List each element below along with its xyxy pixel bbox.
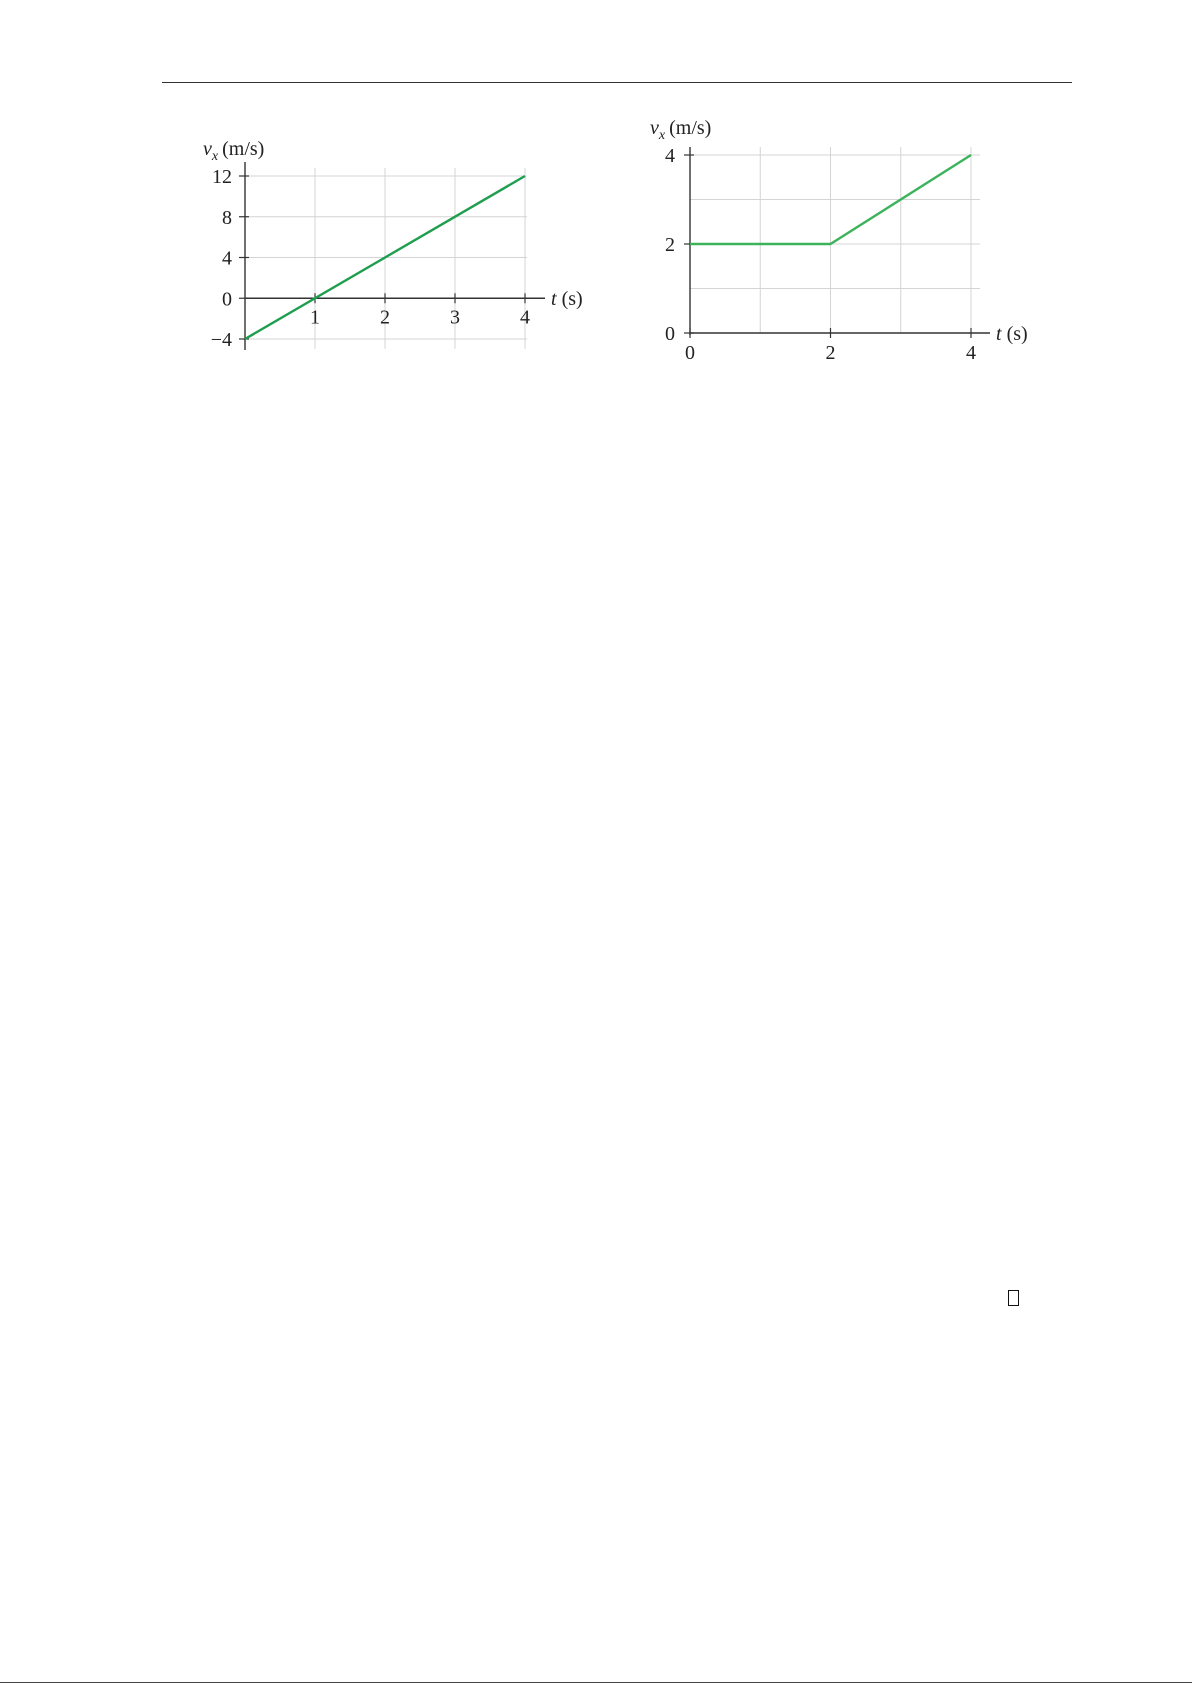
left-y-tick-label: 12	[212, 166, 232, 188]
right-y-axis-title: $v_x$ (m/s)	[650, 117, 712, 143]
left-x-tick-label: 4	[520, 306, 530, 329]
left-y-tick-label: 4	[222, 247, 232, 270]
right-x-tick-label: 2	[825, 342, 836, 364]
right-y-tick-label: 4	[665, 145, 675, 167]
left-y-tick-label: 8	[222, 206, 232, 229]
left-y-tick-label: 0	[222, 288, 232, 311]
left-y-tick-label: −4	[210, 329, 232, 351]
page-marker-box	[1008, 1290, 1019, 1306]
right-y-tick-label: 2	[665, 234, 675, 256]
left-x-tick-label: 2	[380, 306, 390, 329]
right-x-tick-label: 0	[685, 342, 695, 364]
left-x-axis-title: t (s)	[551, 288, 583, 310]
left-x-tick-label: 3	[450, 306, 460, 329]
footer-rule	[0, 1682, 1192, 1683]
right-x-axis-title: t (s)	[996, 323, 1028, 345]
right-x-tick-label: 4	[966, 342, 976, 364]
left-x-tick-label: 1	[310, 306, 320, 329]
right-y-tick-label: 0	[665, 323, 675, 345]
chart-right-velocity-time	[0, 0, 1192, 420]
left-y-axis-title: $v_x$ (m/s)	[203, 138, 265, 164]
